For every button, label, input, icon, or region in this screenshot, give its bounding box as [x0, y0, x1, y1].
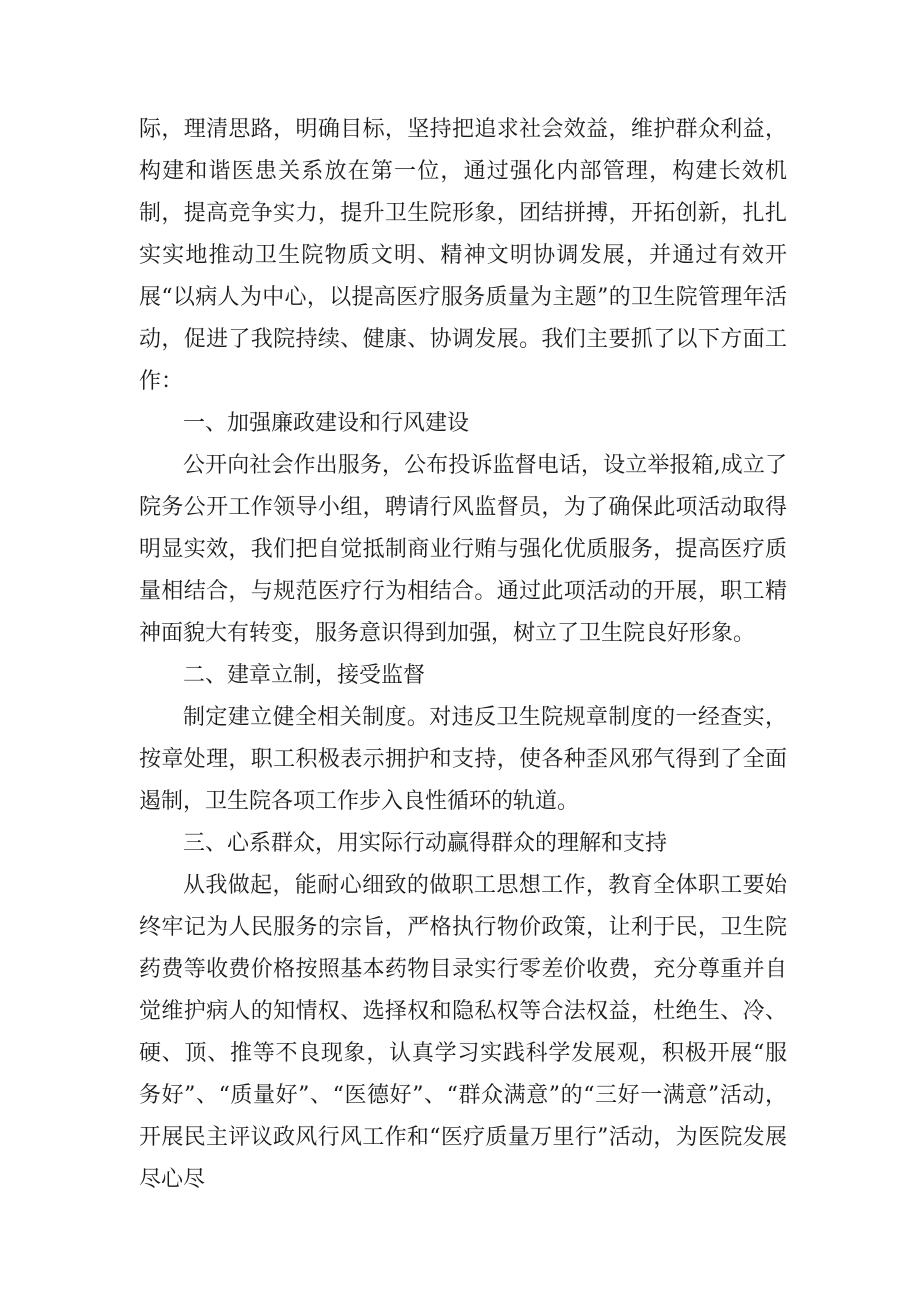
paragraph-section-3: 从我做起，能耐心细致的做职工思想工作，教育全体职工要始终牢记为人民服务的宗旨，严格执行物价政策，让利于民，卫生院药费等收费价格按照基本药物目录实行零差价收费，充分尊重并自觉维护病人的知情权、选择权和隐私权等合法权益，杜绝生、冷、硬、顶、推等不良现象，认真学习实践科学发展观，积极开展“服务好”、“质量好”、“医德好”、“群众满意”的“三好一满意”活动，开展民主评议政风行风工作和“医疗质量万里行”活动，为医院发展尽心尽	[139, 873, 787, 1192]
document-body	[139, 109, 787, 1201]
section-heading-2: 二、建章立制，接受监督	[183, 663, 426, 688]
paragraph-intro-continued: 际，理清思路，明确目标，坚持把追求社会效益，维护群众利益，构建和谐医患关系放在第一位，通过强化内部管理，构建长效机制，提高竞争实力，提升卫生院形象，团结拼搏，开拓创新，扎扎实实地推动卫生院物质文明、精神文明协调发展，并通过有效开展“以病人为中心，以提高医疗服务质量为主题”的卫生院管理年活动，促进了我院持续、健康、协调发展。我们主要抓了以下方面工作：	[139, 117, 787, 394]
section-heading-3: 三、心系群众，用实际行动赢得群众的理解和支持	[183, 831, 668, 856]
paragraph-section-1: 公开向社会作出服务，公布投诉监督电话，设立举报箱,成立了院务公开工作领导小组，聘请行风监督员，为了确保此项活动取得明显实效，我们把自觉抵制商业行贿与强化优质服务，提高医疗质量相结合，与规范医疗行为相结合。通过此项活动的开展，职工精神面貌大有转变，服务意识得到加强，树立了卫生院良好形象。	[139, 453, 787, 646]
paragraph-section-2: 制定建立健全相关制度。对违反卫生院规章制度的一经查实，按章处理，职工积极表示拥护和支持，使各种歪风邪气得到了全面遏制，卫生院各项工作步入良性循环的轨道。	[139, 705, 787, 814]
section-heading-1: 一、加强廉政建设和行风建设	[183, 411, 470, 436]
